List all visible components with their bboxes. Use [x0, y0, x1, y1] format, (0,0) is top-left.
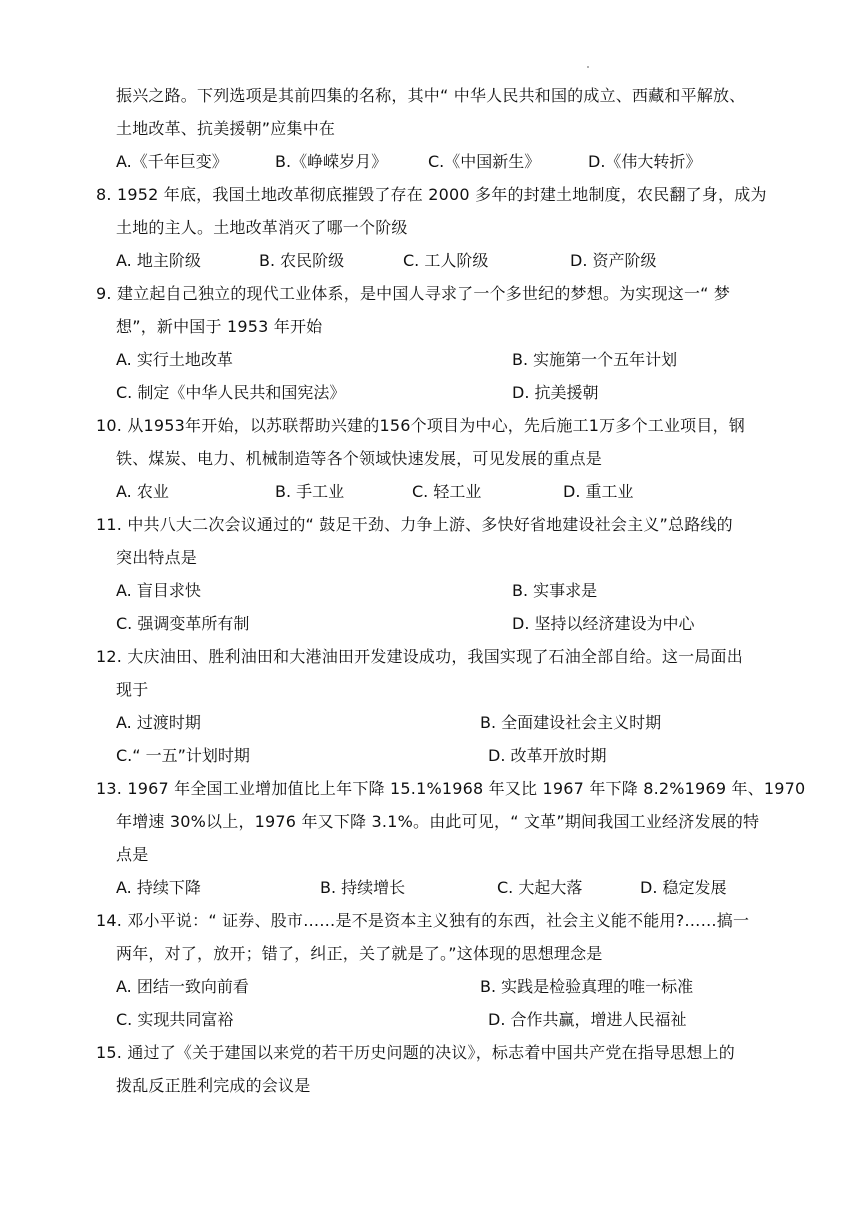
question-14-option-a: A. 团结一致向前看 — [116, 977, 249, 996]
question-14-text-line-2: 两年，对了，放开；错了，纠正，关了就是了。”这体现的思想理念是 — [116, 944, 603, 963]
page-mark — [587, 66, 589, 68]
question-11-text-line-2: 突出特点是 — [116, 548, 198, 567]
question-10-option-a: A. 农业 — [116, 482, 169, 501]
question-8-text-line-2: 土地的主人。土地改革消灭了哪一个阶级 — [116, 218, 408, 237]
question-7-text-line-1: 振兴之路。下列选项是其前四集的名称，其中“ 中华人民共和国的成立、西藏和平解放、 — [116, 86, 746, 105]
question-15-text-line-1: 15. 通过了《关于建国以来党的若干历史问题的决议》，标志着中国共产党在指导思想上的 — [96, 1043, 735, 1062]
question-13-text-line-1: 13. 1967 年全国工业增加值比上年下降 15.1%1968 年又比 1967 年下降 8.2%1969 年、1970 — [96, 779, 806, 798]
question-14-option-c: C. 实现共同富裕 — [116, 1010, 234, 1029]
question-12-option-b: B. 全面建设社会主义时期 — [480, 713, 662, 732]
question-13-text-line-3: 点是 — [116, 845, 149, 864]
question-13-option-d: D. 稳定发展 — [640, 878, 727, 897]
question-13-text-line-2: 年增速 30%以上，1976 年又下降 3.1%。由此可见，“ 文革”期间我国工业经济发展的特 — [116, 812, 760, 831]
question-9-option-d: D. 抗美援朝 — [512, 383, 599, 402]
question-12-text-line-1: 12. 大庆油田、胜利油田和大港油田开发建设成功，我国实现了石油全部自给。这一局面出 — [96, 647, 743, 666]
question-9-option-b: B. 实施第一个五年计划 — [512, 350, 678, 369]
question-13-option-b: B. 持续增长 — [320, 878, 406, 897]
question-8-text-line-1: 8. 1952 年底，我国土地改革彻底摧毁了存在 2000 多年的封建土地制度，农民翻了身，成为 — [96, 185, 767, 204]
question-12-option-a: A. 过渡时期 — [116, 713, 201, 732]
question-7-option-a: A.《千年巨变》 — [116, 152, 228, 171]
question-9-text-line-2: 想”，新中国于 1953 年开始 — [116, 317, 323, 336]
question-8-option-c: C. 工人阶级 — [403, 251, 489, 270]
question-11-option-c: C. 强调变革所有制 — [116, 614, 250, 633]
question-10-option-b: B. 手工业 — [275, 482, 345, 501]
question-11-option-d: D. 坚持以经济建设为中心 — [512, 614, 695, 633]
question-7-option-c: C.《中国新生》 — [428, 152, 541, 171]
question-10-text-line-2: 铁、煤炭、电力、机械制造等各个领域快速发展，可见发展的重点是 — [116, 449, 603, 468]
question-14-option-d: D. 合作共赢，增进人民福祉 — [488, 1010, 687, 1029]
question-15-text-line-2: 拨乱反正胜利完成的会议是 — [116, 1076, 311, 1095]
question-11-option-a: A. 盲目求快 — [116, 581, 201, 600]
question-12-option-c: C.“ 一五”计划时期 — [116, 746, 250, 765]
question-9-option-c: C. 制定《中华人民共和国宪法》 — [116, 383, 346, 402]
question-7-option-b: B.《峥嵘岁月》 — [275, 152, 388, 171]
question-10-text-line-1: 10. 从1953年开始，以苏联帮助兴建的156个项目为中心，先后施工1万多个工业项目，钢 — [96, 416, 745, 435]
question-10-option-d: D. 重工业 — [563, 482, 634, 501]
question-7-option-d: D.《伟大转折》 — [588, 152, 702, 171]
question-14-text-line-1: 14. 邓小平说：“ 证券、股市……是不是资本主义独有的东西，社会主义能不能用?……搞一 — [96, 911, 750, 930]
question-7-text-line-2: 土地改革、抗美援朝”应集中在 — [116, 119, 336, 138]
question-9-text-line-1: 9. 建立起自己独立的现代工业体系，是中国人寻求了一个多世纪的梦想。为实现这一“ 梦 — [96, 284, 731, 303]
question-11-text-line-1: 11. 中共八大二次会议通过的“ 鼓足干劲、力争上游、多快好省地建设社会主义”总路线的 — [96, 515, 733, 534]
question-12-option-d: D. 改革开放时期 — [488, 746, 607, 765]
question-13-option-a: A. 持续下降 — [116, 878, 201, 897]
question-10-option-c: C. 轻工业 — [412, 482, 482, 501]
question-12-text-line-2: 现于 — [116, 680, 149, 699]
question-8-option-a: A. 地主阶级 — [116, 251, 201, 270]
question-14-option-b: B. 实践是检验真理的唯一标准 — [480, 977, 694, 996]
question-8-option-d: D. 资产阶级 — [570, 251, 657, 270]
question-8-option-b: B. 农民阶级 — [259, 251, 345, 270]
question-11-option-b: B. 实事求是 — [512, 581, 598, 600]
question-9-option-a: A. 实行土地改革 — [116, 350, 233, 369]
question-13-option-c: C. 大起大落 — [497, 878, 583, 897]
